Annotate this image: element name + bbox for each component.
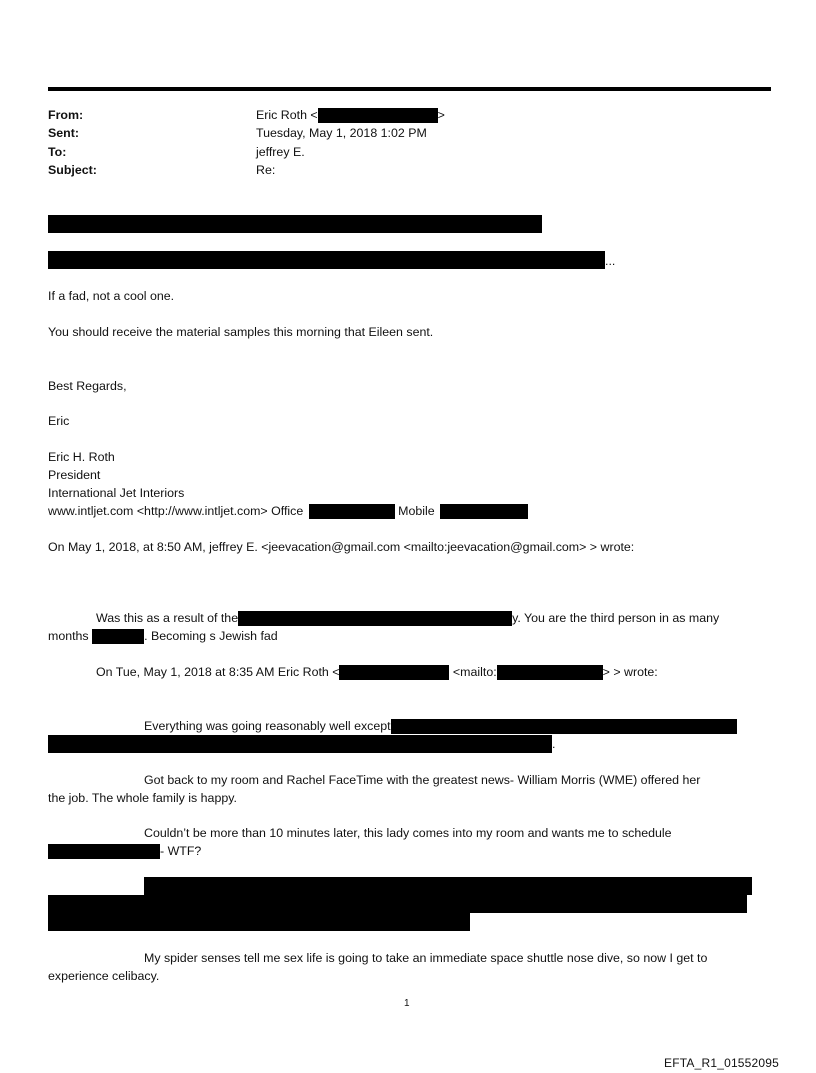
closing-text: Best Regards, [48, 379, 127, 393]
subject-label: Subject: [48, 163, 97, 177]
quote-text: y. You are the third person in as many [512, 611, 720, 625]
from-label: From: [48, 108, 84, 122]
quote-line: the job. The whole family is happy. [48, 791, 237, 805]
redaction-box [440, 504, 528, 519]
redaction-box [497, 665, 603, 680]
quote-line: Couldn’t be more than 10 minutes later, this lady comes into my room and wants me to schedule [144, 826, 672, 840]
redaction-bar [48, 251, 605, 269]
redaction-bar [144, 877, 752, 895]
redaction-box [238, 611, 512, 626]
redaction-bar [48, 215, 542, 233]
quote-text: On Tue, May 1, 2018 at 8:35 AM Eric Roth < [96, 665, 340, 679]
redaction-box [391, 719, 737, 734]
signature-company: International Jet Interiors [48, 486, 185, 500]
signature-title: President [48, 468, 101, 482]
signature-web: www.intljet.com <http://www.intljet.com> Office [48, 504, 304, 518]
quote-line [96, 611, 719, 626]
quote-line: experience celibacy. [48, 969, 160, 983]
redaction-box [309, 504, 395, 519]
redaction-box [318, 108, 438, 123]
quote-intro: On May 1, 2018, at 8:50 AM, jeffrey E. <jeevacation@gmail.com <mailto:jeevacation@gmail.com> > wrote: [48, 540, 635, 554]
redaction-box [92, 629, 144, 644]
sent-label: Sent: [48, 126, 79, 140]
quote-text: Everything was going reasonably well except [144, 719, 391, 733]
redaction-bar [48, 913, 470, 931]
from-close: > [437, 108, 445, 122]
to-label: To: [48, 145, 67, 159]
to-value: jeffrey E. [256, 145, 305, 159]
quote-text: . [552, 737, 556, 751]
quote-text: . Becoming s Jewish fad [144, 629, 278, 643]
redaction-bar [48, 735, 552, 753]
from-name: Eric Roth < [256, 108, 318, 122]
quote-line: My spider senses tell me sex life is going to take an immediate space shuttle nose dive, so now I get to [144, 951, 708, 965]
body-paragraph: You should receive the material samples this morning that Eileen sent. [48, 325, 434, 339]
sent-value: Tuesday, May 1, 2018 1:02 PM [256, 126, 427, 140]
quote-text: months [48, 629, 89, 643]
quote-line [144, 719, 737, 734]
quote-line: Got back to my room and Rachel FaceTime with the greatest news- William Morris (WME) offered her [144, 773, 701, 787]
quote-intro [96, 665, 658, 680]
redaction-box [339, 665, 449, 680]
page-number: 1 [404, 998, 410, 1009]
signature-contact-line [48, 504, 528, 519]
quote-line [48, 844, 201, 859]
redaction-box [48, 844, 160, 859]
signoff-name: Eric [48, 414, 70, 428]
from-value [256, 108, 445, 123]
signature-name: Eric H. Roth [48, 450, 115, 464]
quote-text: > > wrote: [602, 665, 658, 679]
quote-text: <mailto: [452, 665, 497, 679]
signature-mobile-label: Mobile [398, 504, 435, 518]
body-paragraph: If a fad, not a cool one. [48, 289, 175, 303]
quote-text: - WTF? [160, 844, 202, 858]
subject-value: Re: [256, 163, 276, 177]
quote-text: Was this as a result of the [96, 611, 239, 625]
document-id-footer: EFTA_R1_01552095 [664, 1056, 780, 1070]
ellipsis-text: ... [605, 254, 616, 268]
header-rule [48, 87, 771, 91]
quote-line [48, 629, 278, 644]
redaction-bar [48, 895, 747, 913]
